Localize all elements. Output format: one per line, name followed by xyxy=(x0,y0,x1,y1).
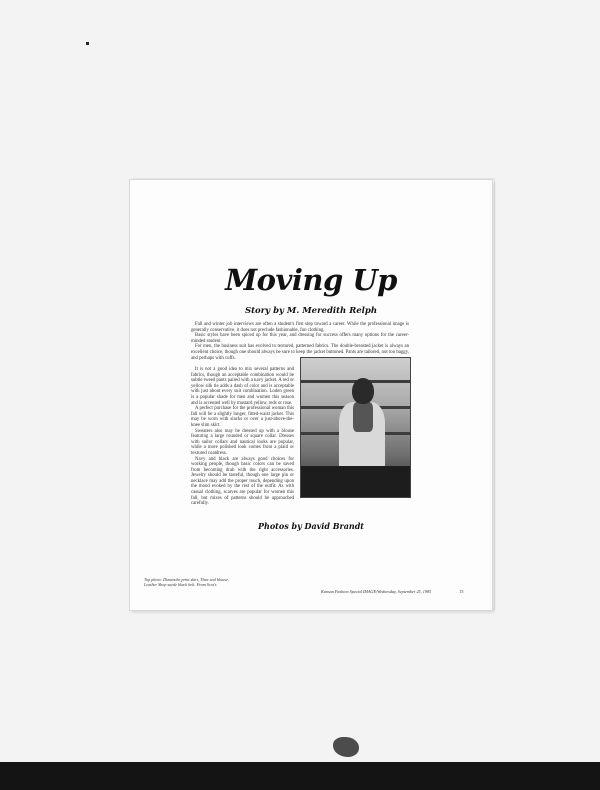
ink-smudge xyxy=(333,737,359,757)
lead-text xyxy=(191,322,409,361)
lead-paragraph: Basic styles have been spiced up for this year, and dressing for success offers many options for the career-minded student. xyxy=(191,333,409,344)
dust-speck xyxy=(86,42,89,45)
page-number: 15 xyxy=(459,589,464,594)
photo-table xyxy=(301,466,410,497)
model-head xyxy=(352,378,374,404)
page-footer: Kansan Fashion Special IMAGE/Wednesday, September 25, 1985 xyxy=(321,589,432,594)
column-paragraph: Navy and black are always good choices for working people, though basic colors can be saved from becoming drab with the right accessories. Jewelry should be tasteful, though one large pin or necklace may add the proper touch, depending upon the mood evoked by the rest of the outfit. As with casual clothing, scarves are popular for women this fall, but mixes of patterns should be approached carefully. xyxy=(191,456,294,507)
column-paragraph: Sweaters also may be dressed up with a blouse featuring a large rounded or square collar. Dresses with sailor collars and nautical looks are popular, while a more polished look comes from a plaid or textured coatdress. xyxy=(191,428,294,456)
scanner-bottom-strip xyxy=(0,762,600,790)
photo-caption: Top photo: Dimanche print skirt, Thea teal blouse, Leather Shop suede black belt. From Scot's xyxy=(144,577,229,587)
left-column-text xyxy=(191,367,294,507)
lead-paragraph: Fall and winter job interviews are often a student's first step toward a career. While the professional image is generally conservative, it does not preclude fashionable, fun clothing. xyxy=(191,322,409,333)
article-byline: Story by M. Meredith Relph xyxy=(244,306,378,316)
model-scarf xyxy=(353,402,373,432)
column-paragraph: It is not a good idea to mix several patterns and fabrics, though an acceptable combination would be subtle tweed pants paired with a navy jacket. A red or yellow silk tie adds a dash of color and is acceptable with just about every suit combination. Loden green is a popular shade for men and women this season and is accented well by mustard yellow, reds or rose. xyxy=(191,367,294,406)
photo-credit: Photos by David Brandt xyxy=(258,521,364,531)
lead-paragraph: For men, the business suit has evolved to textured, patterned fabrics. The double-breasted jacket is always an excellent choice, though one should always be sure to keep the jacket buttoned. Pants are tailored, not too baggy, and perhaps with cuffs. xyxy=(191,344,409,361)
magazine-page xyxy=(130,180,492,610)
column-paragraph: A perfect purchase for the professional woman this fall will be a slightly longer, fitted-waist jacket. This may be worn with slacks or over a just-above-the-knee slim skirt. xyxy=(191,406,294,428)
article-headline: Moving Up xyxy=(225,263,397,297)
fashion-photo xyxy=(300,357,411,498)
